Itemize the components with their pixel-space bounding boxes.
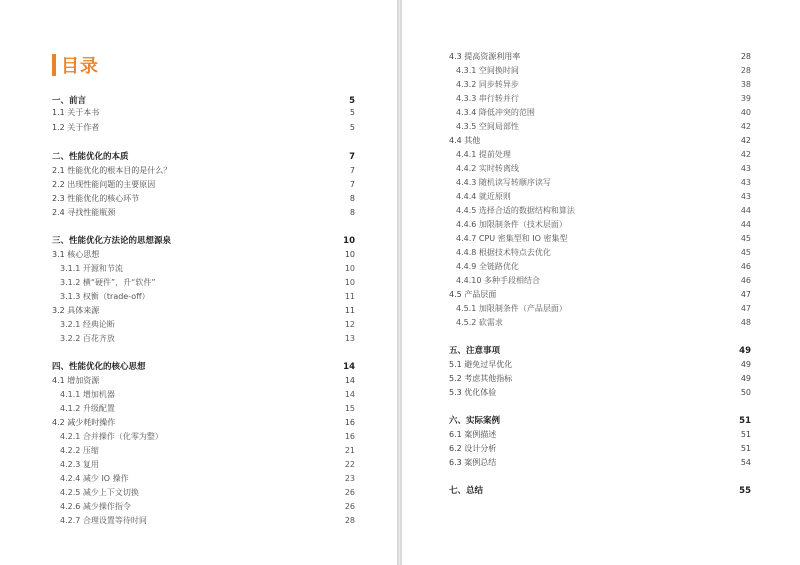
toc-entry-page: 13: [344, 334, 355, 343]
toc-entry[interactable]: [52, 208, 355, 218]
toc-entry[interactable]: [449, 444, 751, 454]
toc-entry[interactable]: [60, 432, 355, 442]
toc-entry[interactable]: [456, 276, 751, 286]
toc-entry-title: 3.1.1 开源和节流: [60, 264, 123, 273]
toc-entry[interactable]: [449, 374, 751, 384]
toc-entry-page: 15: [344, 404, 355, 413]
toc-entry-page: 43: [740, 178, 751, 187]
toc-entry-page: 42: [740, 136, 751, 145]
toc-entry-page: 43: [740, 164, 751, 173]
toc-entry-title: 2.4 寻找性能瓶颈: [52, 208, 116, 217]
toc-entry-page: 55: [739, 486, 751, 496]
toc-entry[interactable]: [449, 346, 751, 356]
toc-entry-page: 49: [740, 374, 751, 383]
toc-entry[interactable]: [60, 502, 355, 512]
toc-entry-title: 2.2 出现性能问题的主要原因: [52, 180, 156, 189]
toc-entry-title: 4.4.9 全链路优化: [456, 262, 519, 271]
toc-entry-title: 4.5.1 加限制条件（产品层面）: [456, 304, 567, 313]
toc-entry[interactable]: [449, 290, 751, 300]
toc-entry-title: 3.2 具体来源: [52, 306, 100, 315]
toc-entry-page: 12: [344, 320, 355, 329]
toc-entry-title: 4.3.4 降低冲突的范围: [456, 108, 535, 117]
toc-entry-title: 3.1.2 横“硬件”，升“软件”: [60, 278, 156, 287]
toc-entry-title: 4.4.6 加限制条件（技术层面）: [456, 220, 567, 229]
toc-entry-title: 二、性能优化的本质: [52, 152, 129, 162]
toc-entry-title: 七、总结: [449, 486, 484, 496]
toc-entry-page: 5: [349, 108, 355, 117]
toc-entry-title: 5.2 考虑其他指标: [449, 374, 513, 383]
toc-entry[interactable]: [52, 96, 355, 106]
toc-entry-page: 23: [344, 474, 355, 483]
toc-entry-title: 五、注意事项: [449, 346, 501, 356]
toc-entry[interactable]: [449, 458, 751, 468]
toc-entry-page: 14: [343, 362, 355, 372]
toc-entry-page: 51: [739, 416, 751, 426]
toc-entry-page: 16: [344, 418, 355, 427]
toc-entry[interactable]: [60, 292, 355, 302]
toc-entry[interactable]: [60, 320, 355, 330]
toc-entry-page: 8: [349, 208, 355, 217]
toc-entry-page: 47: [740, 304, 751, 313]
toc-title: 目录: [61, 56, 99, 77]
toc-entry-title: 1.1 关于本书: [52, 108, 100, 117]
toc-entry-page: 40: [740, 108, 751, 117]
toc-entry[interactable]: [456, 80, 751, 90]
toc-entry-title: 4.5 产品层面: [449, 290, 497, 299]
toc-entry[interactable]: [449, 416, 751, 426]
toc-entry-title: 4.2.6 减少操作指令: [60, 502, 131, 511]
toc-entry[interactable]: [60, 390, 355, 400]
toc-entry-page: 28: [740, 66, 751, 75]
toc-entry-title: 三、性能优化方法论的思想源泉: [52, 236, 172, 246]
toc-entry-page: 49: [740, 360, 751, 369]
toc-entry[interactable]: [449, 430, 751, 440]
toc-entry-title: 3.2.2 百花齐放: [60, 334, 115, 343]
toc-entry-page: 10: [344, 278, 355, 287]
toc-entry[interactable]: [60, 446, 355, 456]
toc-entry-title: 6.1 案例描述: [449, 430, 497, 439]
toc-entry-page: 49: [739, 346, 751, 356]
toc-entry[interactable]: [52, 250, 355, 260]
toc-heading: [52, 52, 99, 78]
toc-entry-page: 39: [740, 94, 751, 103]
toc-entry-page: 44: [740, 220, 751, 229]
toc-entry[interactable]: [52, 194, 355, 204]
toc-entry-title: 4.4.3 随机读写转顺序读写: [456, 178, 551, 187]
toc-entry[interactable]: [52, 166, 355, 176]
toc-entry[interactable]: [60, 404, 355, 414]
toc-entry[interactable]: [60, 334, 355, 344]
toc-entry-page: 48: [740, 318, 751, 327]
toc-entry[interactable]: [456, 248, 751, 258]
toc-entry-page: 14: [344, 376, 355, 385]
toc-entry-page: 50: [740, 388, 751, 397]
toc-entry-title: 4.3.5 空间局部性: [456, 122, 519, 131]
toc-entry[interactable]: [456, 164, 751, 174]
toc-entry-title: 六、实际案例: [449, 416, 501, 426]
toc-entry-page: 46: [740, 262, 751, 271]
toc-entry-page: 45: [740, 234, 751, 243]
toc-entry[interactable]: [456, 192, 751, 202]
toc-entry[interactable]: [52, 376, 355, 386]
toc-entry-title: 5.3 优化体验: [449, 388, 497, 397]
toc-entry[interactable]: [456, 304, 751, 314]
toc-entry[interactable]: [456, 178, 751, 188]
left-page: [0, 0, 398, 565]
toc-entry[interactable]: [60, 474, 355, 484]
toc-entry-page: 7: [349, 180, 355, 189]
toc-entry[interactable]: [52, 180, 355, 190]
toc-entry-page: 14: [344, 390, 355, 399]
toc-entry[interactable]: [52, 362, 355, 372]
toc-entry-title: 4.2.1 合并操作（化零为整）: [60, 432, 163, 441]
toc-entry[interactable]: [449, 360, 751, 370]
toc-entry[interactable]: [449, 486, 751, 496]
toc-entry-title: 6.2 设计分析: [449, 444, 497, 453]
toc-entry-page: 45: [740, 248, 751, 257]
toc-entry-page: 43: [740, 192, 751, 201]
toc-entry[interactable]: [456, 262, 751, 272]
toc-entry[interactable]: [60, 278, 355, 288]
toc-entry-title: 一、前言: [52, 96, 87, 106]
toc-entry-title: 4.4.7 CPU 密集型和 IO 密集型: [456, 234, 568, 243]
toc-entry-page: 44: [740, 206, 751, 215]
toc-entry-title: 4.4.8 根据技术特点去优化: [456, 248, 551, 257]
toc-entry[interactable]: [456, 94, 751, 104]
toc-entry-title: 4.4.4 就近原则: [456, 192, 511, 201]
toc-entry-title: 3.1.3 权衡（trade-off）: [60, 292, 150, 301]
toc-entry-title: 四、性能优化的核心思想: [52, 362, 146, 372]
toc-entry[interactable]: [60, 264, 355, 274]
toc-entry-page: 46: [740, 276, 751, 285]
toc-entry-page: 42: [740, 150, 751, 159]
toc-entry-title: 4.3.3 串行转并行: [456, 94, 519, 103]
toc-entry[interactable]: [456, 318, 751, 328]
toc-entry[interactable]: [456, 234, 751, 244]
toc-entry-title: 2.3 性能优化的核心环节: [52, 194, 140, 203]
toc-entry[interactable]: [456, 108, 751, 118]
toc-entry-page: 51: [740, 430, 751, 439]
toc-entry-page: 11: [344, 306, 355, 315]
toc-entry-title: 4.2.2 压缩: [60, 446, 99, 455]
toc-entry[interactable]: [52, 306, 355, 316]
toc-entry-title: 4.3.1 空间换时间: [456, 66, 519, 75]
toc-entry[interactable]: [456, 66, 751, 76]
toc-entry[interactable]: [60, 460, 355, 470]
toc-entry-page: 54: [740, 458, 751, 467]
toc-entry-title: 4.4.1 提前处理: [456, 150, 511, 159]
toc-entry-page: 38: [740, 80, 751, 89]
title-accent-bar: [52, 54, 56, 76]
toc-entry-title: 4.4.10 多种手段相结合: [456, 276, 540, 285]
toc-entry-page: 51: [740, 444, 751, 453]
toc-entry-page: 26: [344, 502, 355, 511]
toc-entry-title: 4.4.2 实时转离线: [456, 164, 519, 173]
toc-entry-title: 4.2.7 合理设置等待时间: [60, 516, 147, 525]
toc-entry-title: 4.1.2 升级配置: [60, 404, 115, 413]
toc-entry-title: 6.3 案例总结: [449, 458, 497, 467]
toc-entry-title: 4.2.4 减少 IO 操作: [60, 474, 129, 483]
toc-entry-page: 8: [349, 194, 355, 203]
toc-entry-page: 7: [349, 166, 355, 175]
toc-entry-page: 5: [349, 96, 355, 106]
toc-entry[interactable]: [456, 206, 751, 216]
toc-entry[interactable]: [52, 236, 355, 246]
toc-entry-page: 21: [344, 446, 355, 455]
toc-entry[interactable]: [449, 136, 751, 146]
toc-entry-page: 26: [344, 488, 355, 497]
toc-entry-title: 3.2.1 经典论断: [60, 320, 115, 329]
toc-entry[interactable]: [52, 108, 355, 118]
right-page: [401, 0, 800, 565]
toc-entry-page: 47: [740, 290, 751, 299]
toc-entry-title: 4.2.3 复用: [60, 460, 99, 469]
toc-entry-title: 4.2.5 减少上下文切换: [60, 488, 139, 497]
toc-entry-title: 4.5.2 砍需求: [456, 318, 503, 327]
toc-entry-title: 4.1 增加资源: [52, 376, 100, 385]
toc-entry-page: 7: [349, 152, 355, 162]
toc-entry[interactable]: [449, 388, 751, 398]
toc-entry[interactable]: [52, 152, 355, 162]
toc-entry-page: 5: [349, 123, 355, 132]
toc-entry-title: 4.3 提高资源利用率: [449, 52, 521, 61]
toc-entry-page: 16: [344, 432, 355, 441]
toc-entry[interactable]: [456, 150, 751, 160]
toc-entry-title: 5.1 避免过早优化: [449, 360, 513, 369]
toc-entry-title: 1.2 关于作者: [52, 123, 100, 132]
toc-entry[interactable]: [52, 418, 355, 428]
toc-entry-title: 3.1 核心思想: [52, 250, 100, 259]
toc-entry[interactable]: [456, 122, 751, 132]
toc-entry-title: 4.4.5 选择合适的数据结构和算法: [456, 206, 575, 215]
toc-entry-page: 10: [343, 236, 355, 246]
toc-entry-page: 10: [344, 250, 355, 259]
toc-entry-page: 42: [740, 122, 751, 131]
toc-entry-page: 28: [344, 516, 355, 525]
toc-entry-title: 4.1.1 增加机器: [60, 390, 115, 399]
toc-entry-page: 11: [344, 292, 355, 301]
toc-entry[interactable]: [60, 516, 355, 526]
toc-entry-title: 4.4 其他: [449, 136, 481, 145]
toc-entry-title: 4.3.2 同步转异步: [456, 80, 519, 89]
toc-entry[interactable]: [449, 52, 751, 62]
toc-entry[interactable]: [456, 220, 751, 230]
toc-entry[interactable]: [60, 488, 355, 498]
toc-entry-page: 10: [344, 264, 355, 273]
toc-entry[interactable]: [52, 123, 355, 133]
toc-entry-title: 2.1 性能优化的根本目的是什么？: [52, 166, 172, 175]
toc-entry-title: 4.2 减少耗时操作: [52, 418, 116, 427]
toc-entry-page: 22: [344, 460, 355, 469]
toc-entry-page: 28: [740, 52, 751, 61]
